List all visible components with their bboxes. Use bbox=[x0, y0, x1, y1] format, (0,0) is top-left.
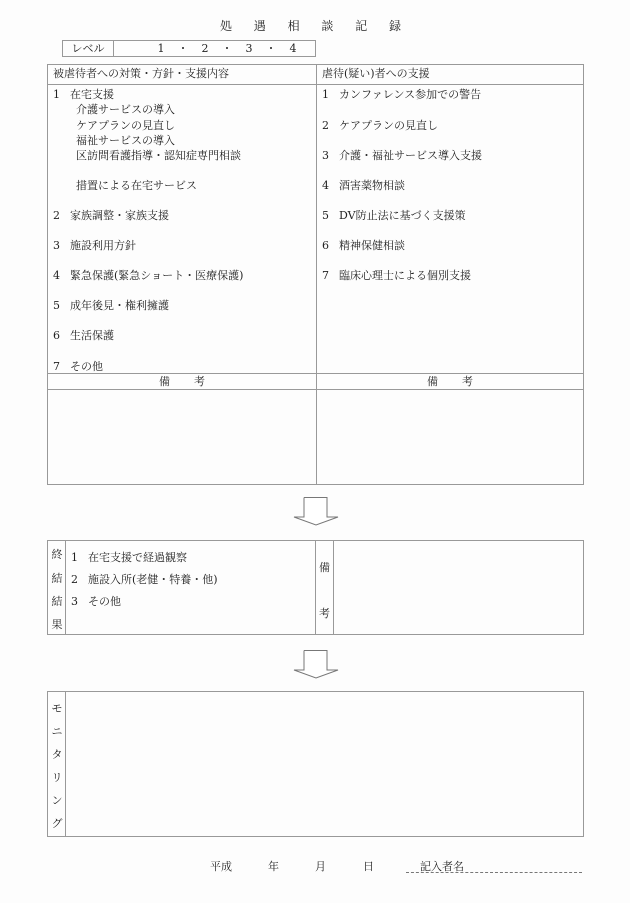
victim-subitem-home-nursing[interactable]: 区訪問看護指導・認知症専門相談 bbox=[76, 149, 241, 162]
result-item-1[interactable]: 1 在宅支援で経過観察 bbox=[71, 551, 187, 564]
level-separator: ・ bbox=[265, 42, 277, 55]
monitoring-field[interactable] bbox=[66, 692, 583, 836]
victim-item-3[interactable]: 3 施設利用方針 bbox=[53, 239, 136, 252]
victim-item-4[interactable]: 4 緊急保護(緊急ショート・医療保護) bbox=[53, 269, 244, 282]
down-arrow-icon bbox=[292, 497, 340, 527]
victim-subitem-careplan-review[interactable]: ケアプランの見直し bbox=[76, 119, 175, 132]
abuser-item-3[interactable]: 3 介護・福祉サービス導入支援 bbox=[322, 149, 482, 162]
recorder-name-field[interactable] bbox=[406, 858, 582, 873]
day-label: 日 bbox=[363, 860, 374, 873]
victim-subitem-welfare-service[interactable]: 福祉サービスの導入 bbox=[76, 134, 175, 147]
victim-item-7[interactable]: 7 その他 bbox=[53, 360, 103, 373]
monitoring-label-char: グ bbox=[51, 817, 63, 830]
level-options bbox=[114, 41, 315, 56]
monitoring-label-char: モ bbox=[51, 702, 63, 715]
level-label: レベル bbox=[63, 41, 114, 56]
abuser-item-4[interactable]: 4 酒害薬物相談 bbox=[322, 179, 405, 192]
victim-item-2[interactable]: 2 家族調整・家族支援 bbox=[53, 209, 169, 222]
support-plan-table bbox=[47, 64, 584, 485]
abuser-item-6[interactable]: 6 精神保健相談 bbox=[322, 239, 405, 252]
victim-support-header: 被虐待者への対策・方針・支援内容 bbox=[53, 67, 229, 80]
level-option-2[interactable]: 2 bbox=[201, 42, 209, 55]
result-label-divider bbox=[65, 541, 66, 634]
down-arrow-icon bbox=[292, 650, 340, 680]
result-remarks-label-char: 考 bbox=[319, 607, 330, 620]
level-separator: ・ bbox=[177, 42, 189, 55]
header-divider bbox=[48, 84, 583, 85]
monitoring-label-char: ニ bbox=[51, 725, 63, 738]
monitoring-section bbox=[47, 691, 584, 837]
result-item-2[interactable]: 2 施設入所(老健・特養・他) bbox=[71, 573, 218, 586]
monitoring-label-char: ン bbox=[51, 794, 63, 807]
level-option-3[interactable]: 3 bbox=[245, 42, 253, 55]
level-separator: ・ bbox=[221, 42, 233, 55]
result-section bbox=[47, 540, 584, 635]
monitoring-label-char: タ bbox=[51, 748, 63, 761]
abuser-remarks-field[interactable] bbox=[317, 390, 583, 484]
level-option-1[interactable]: 1 bbox=[157, 42, 165, 55]
result-label-char: 果 bbox=[51, 618, 63, 631]
level-selector bbox=[62, 40, 316, 57]
document-title: 処 遇 相 談 記 録 bbox=[219, 19, 411, 33]
victim-item-1[interactable]: 1 在宅支援 bbox=[53, 88, 114, 101]
abuser-support-header: 虐待(疑い)者への支援 bbox=[322, 67, 430, 80]
victim-remarks-label: 備考 bbox=[159, 375, 229, 388]
era-label: 平成 bbox=[210, 860, 232, 873]
monitoring-label-char: リ bbox=[51, 771, 63, 784]
victim-item-5[interactable]: 5 成年後見・権利擁護 bbox=[53, 299, 169, 312]
recorder-label: 記入者名 bbox=[420, 860, 464, 873]
result-label-char: 終 bbox=[51, 548, 63, 561]
result-item-3[interactable]: 3 その他 bbox=[71, 595, 121, 608]
abuser-item-7[interactable]: 7 臨床心理士による個別支援 bbox=[322, 269, 471, 282]
abuser-item-1[interactable]: 1 カンファレンス参加での警告 bbox=[322, 88, 482, 101]
victim-subitem-measure-service[interactable]: 措置による在宅サービス bbox=[76, 179, 197, 192]
result-remarks-label-char: 備 bbox=[319, 561, 330, 574]
month-label: 月 bbox=[315, 860, 326, 873]
abuser-item-5[interactable]: 5 DV防止法に基づく支援策 bbox=[322, 209, 466, 222]
abuser-item-2[interactable]: 2 ケアプランの見直し bbox=[322, 119, 438, 132]
result-label-char: 結 bbox=[51, 572, 63, 585]
victim-remarks-field[interactable] bbox=[48, 390, 316, 484]
result-label-char: 結 bbox=[51, 595, 63, 608]
abuser-remarks-label: 備考 bbox=[427, 375, 497, 388]
year-label: 年 bbox=[268, 860, 279, 873]
result-remarks-field[interactable] bbox=[334, 541, 583, 634]
level-option-4[interactable]: 4 bbox=[289, 42, 297, 55]
victim-subitem-care-service[interactable]: 介護サービスの導入 bbox=[76, 103, 175, 116]
victim-item-6[interactable]: 6 生活保護 bbox=[53, 329, 114, 342]
